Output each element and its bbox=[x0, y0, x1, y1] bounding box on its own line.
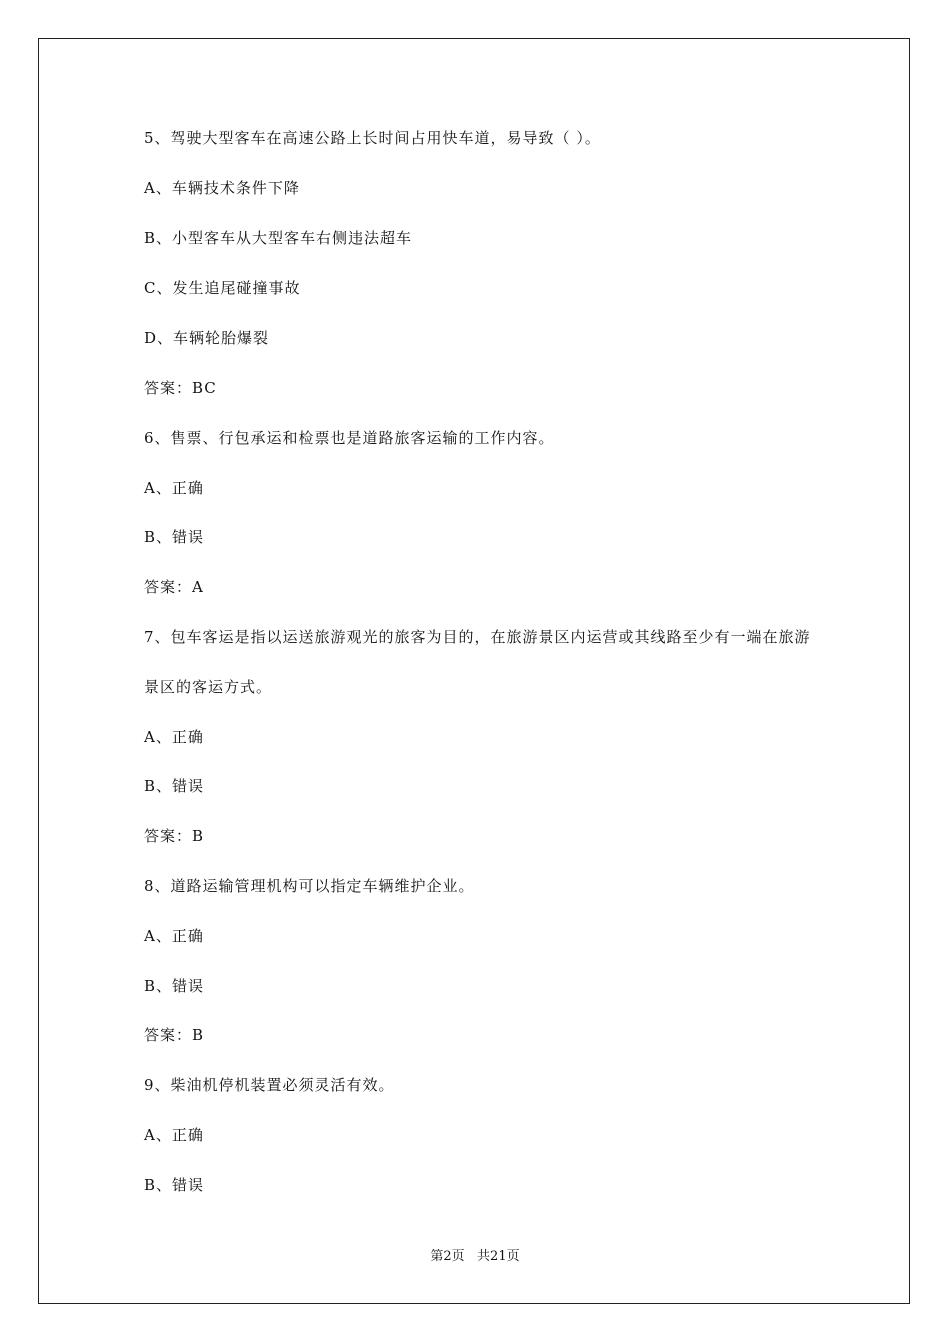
question-5-option-d: D、车辆轮胎爆裂 bbox=[144, 329, 270, 347]
question-6-option-a: A、正确 bbox=[144, 479, 204, 497]
question-6-text: 6、售票、行包承运和检票也是道路旅客运输的工作内容。 bbox=[144, 429, 555, 447]
question-9-option-a: A、正确 bbox=[144, 1126, 204, 1144]
question-5-answer: 答案：BC bbox=[144, 379, 217, 397]
question-7-text: 7、包车客运是指以运送旅游观光的旅客为目的，在旅游景区内运营或其线路至少有一端在旅游 bbox=[144, 628, 811, 646]
question-8-option-a: A、正确 bbox=[144, 927, 204, 945]
question-8-answer: 答案：B bbox=[144, 1026, 205, 1044]
question-8-option-b: B、错误 bbox=[144, 977, 205, 995]
question-5-text: 5、驾驶大型客车在高速公路上长时间占用快车道，易导致（ ）。 bbox=[144, 129, 601, 147]
question-7-answer: 答案：B bbox=[144, 827, 205, 845]
question-9-text: 9、柴油机停机装置必须灵活有效。 bbox=[144, 1076, 395, 1094]
page-number-footer: 第2页 共21页 bbox=[430, 1249, 520, 1264]
question-6-answer: 答案：A bbox=[144, 578, 204, 596]
question-8-text: 8、道路运输管理机构可以指定车辆维护企业。 bbox=[144, 877, 475, 895]
question-5-option-c: C、发生追尾碰撞事故 bbox=[144, 279, 301, 297]
question-9-option-b: B、错误 bbox=[144, 1176, 205, 1194]
question-7-option-b: B、错误 bbox=[144, 777, 205, 795]
question-5-option-b: B、小型客车从大型客车右侧违法超车 bbox=[144, 229, 413, 247]
question-7-text-continued: 景区的客运方式。 bbox=[144, 678, 273, 696]
question-5-option-a: A、车辆技术条件下降 bbox=[144, 179, 300, 197]
question-6-option-b: B、错误 bbox=[144, 528, 205, 546]
question-7-option-a: A、正确 bbox=[144, 728, 204, 746]
